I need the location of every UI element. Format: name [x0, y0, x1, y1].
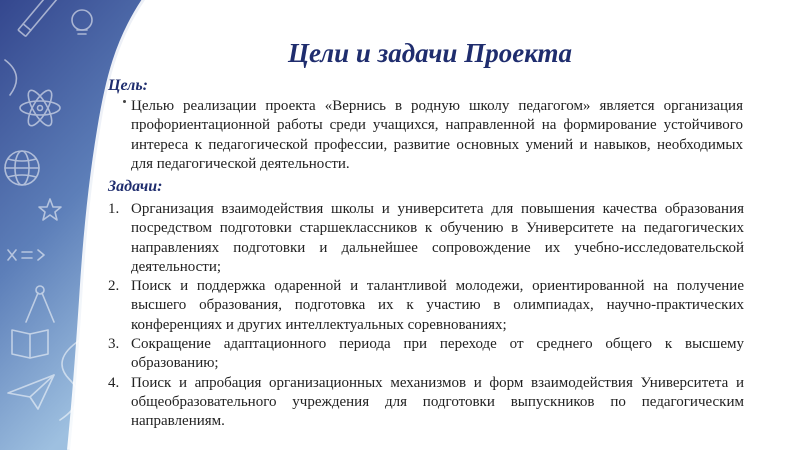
list-item-number: 4. [108, 374, 120, 391]
list-item-text: Поиск и поддержка одаренной и талантливой молодежи, ориентированной на получение высшего образования, подготовка их к участию в олимпиадах, научно-практических конференциях и других интеллектуальных соревнованиях; [131, 278, 744, 333]
list-item-text: Сокращение адаптационного периода при переходе от среднего общего к высшему образованию; [131, 336, 744, 372]
list-item-number: 1. [108, 201, 120, 217]
list-item-number: 2. [108, 278, 120, 295]
goal-bullet [123, 100, 126, 103]
list-item [108, 335, 744, 374]
list-item-text: Организация взаимодействия школы и университета для повышения качества образования посредством подготовки старшеклассников к обучению в Университете на педагогических направлениях подготовки и дальнейшее сопровождение их учебно-исследовательской деятельности; [131, 201, 744, 275]
tasks-list [108, 200, 744, 432]
list-item [108, 200, 744, 277]
list-item [108, 374, 744, 432]
list-item-number: 3. [108, 336, 120, 353]
goal-text: Целью реализации проекта «Вернись в родную школу педагогом» является организация профориентационной работы среди учащихся, направленной на формирование устойчивого интереса к педагогической профессии, развитие основных умений и навыков, необходимых для педагогической деятельности. [131, 98, 743, 172]
tasks-heading: Задачи: [108, 178, 163, 195]
page-title: Цели и задачи Проекта [287, 38, 573, 68]
list-item [108, 277, 744, 335]
goal-heading: Цель: [108, 77, 148, 94]
list-item-text: Поиск и апробация организационных механизмов и форм взаимодействия Университета и общеобразовательного учреждения для подготовки выпускников по педагогическим направлениям. [131, 374, 744, 430]
